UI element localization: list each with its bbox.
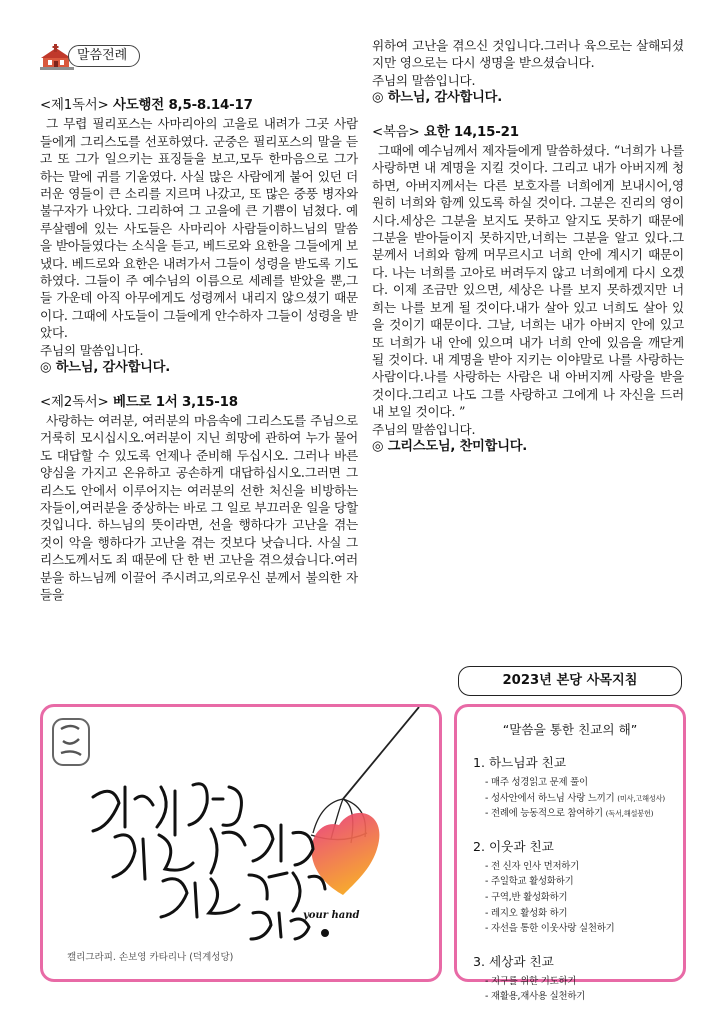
calligraphy-image-box xyxy=(40,704,442,982)
policy-theme: “말씀을 통한 친교의 해” xyxy=(502,722,638,737)
reading2-closing: 주님의 말씀입니다. xyxy=(372,72,476,88)
policy-item-text: - 전례에 능동적으로 참여하기 xyxy=(485,808,606,820)
reading1-response: ◎ 하느님, 감사합니다. xyxy=(40,360,171,376)
reading2-text: 사랑하는 여러분, 여러분의 마음속에 그리스도를 주님으로 거룩히 모시십시오.여러분이 지닌 희망에 관하여 누가 물어도 대답할 수 있도록 언제나 준비해 두십시오. 그러나 바른 양심을 가지고 온유하고 공손하게 대답하십시오.그러면 그리스도 안에서 이루어지는 여러분의 선한 처신을 비방하는 자들이,여러분을 중상하는 바로 그 일로 부끄러운 일을 당할 것입니다. 하느님의 뜻이라면, 선을 행하다가 고난을 겪는 것이 악을 행하다가 고난을 겪는 것보다 낫습니다. 사실 그리스도께서도 죄 때문에 단 한 번 고난을 겪으셨습니다.여러분을 하느님께 이끌어 주시려고,의로우신 분께서 불의한 자들을 xyxy=(40,412,358,602)
policy-item-text: - 매주 성경읽고 문제 풀이 xyxy=(485,777,588,788)
policy-item-text: - 성사안에서 하느님 사랑 느끼기 xyxy=(485,792,618,804)
reading2-text-continued: 위하여 고난을 겪으신 것입니다.그러나 육으로는 살해되셨지만 영으로는 다시 생명을 받으셨습니다. xyxy=(372,38,684,71)
reading1-label: <제1독서> xyxy=(40,98,109,113)
reading2-header xyxy=(40,394,358,411)
policy-section-title: 1. 하느님과 친교 xyxy=(473,755,567,770)
policy-item xyxy=(485,806,683,822)
policy-item-note: (독서,해설봉헌) xyxy=(605,809,654,819)
policy-item xyxy=(485,974,683,990)
heart-shape xyxy=(312,813,380,895)
policy-section-title: 2. 이웃과 친교 xyxy=(473,838,554,854)
section-title: 말씀전례 xyxy=(68,45,140,67)
left-column xyxy=(40,97,358,603)
policy-section-title: 3. 세상과 친교 xyxy=(473,953,554,969)
gospel-response: ◎ 그리스도님, 찬미합니다. xyxy=(372,438,528,454)
policy-box xyxy=(454,704,686,1003)
policy-section xyxy=(473,752,683,822)
policy-item xyxy=(485,890,683,906)
reading2-label: <제2독서> xyxy=(40,394,109,410)
policy-item-text: - 구역,반 활성화하기 xyxy=(485,891,568,903)
hanging-string xyxy=(343,707,419,799)
policy-item xyxy=(485,921,683,937)
policy-item-text: - 자선을 통한 이웃사랑 실천하기 xyxy=(485,923,615,935)
english-caption: your hand xyxy=(303,910,360,921)
policy-item-note: (미사,고해성사) xyxy=(617,793,665,803)
policy-section xyxy=(473,836,683,937)
reading1-text: 그 무렵 필리포스는 사마리아의 고을로 내려가 그곳 사람들에게 그리스도를 선포하였다. 군중은 필리포스의 말을 듣고 또 그가 일으키는 표징들을 보고,모두 한마음으로 그가 하는 말에 귀를 기울였다. 사실 많은 사람에게 붙어 있던 더러운 영들이 큰 소리를 지르며 나갔고, 또 많은 중풍 병자와 불구자가 나았다. 그리하여 그 고을에 큰 기쁨이 넘쳤다. 예루살렘에 있는 사도들은 사마리아 사람들이하느님의 말씀을 받아들였다는 소식을 듣고, 베드로와 요한을 그들에게 보냈다. 베드로와 요한은 내려가서 그들이 성령을 받도록 기도하였다. 그들이 주 예수님의 이름으로 세례를 받았을 뿐,그들 가운데 아직 아무에게도 성령께서 내리지 않으셨기 때문이다. 그때에 사도들이 그들에게 안수하자 그들이 성령을 받았다. xyxy=(40,116,358,341)
gospel-label: <복음> xyxy=(372,124,420,140)
gospel-header xyxy=(372,124,684,141)
policy-item xyxy=(485,906,683,922)
policy-sections xyxy=(457,752,683,1005)
calligraphy-credit: 캘리그라피. 손보영 카타리나 (덕계성당) xyxy=(67,952,234,963)
reading2-response: ◎ 하느님, 감사합니다. xyxy=(372,90,503,106)
policy-item-text: - 전 신자 인사 먼저하기 xyxy=(485,860,580,872)
policy-item-text: - 레지오 활성화 하기 xyxy=(485,907,568,919)
reading2-ref: 베드로 1서 3,15-18 xyxy=(108,394,238,410)
policy-item xyxy=(485,989,683,1005)
calligraphy-strokes xyxy=(93,784,328,939)
policy-section xyxy=(473,951,683,1005)
gospel-closing: 주님의 말씀입니다. xyxy=(372,421,476,437)
seal-stamp xyxy=(53,719,89,765)
policy-item-text: - 지구를 위한 기도하기 xyxy=(485,975,577,987)
reading1-ref: 사도행전 8,5-8.14-17 xyxy=(108,98,253,113)
gospel-ref: 요한 14,15-21 xyxy=(419,124,519,140)
policy-item xyxy=(485,859,683,875)
right-column xyxy=(372,37,684,455)
policy-item-text: - 주일학교 활성화하기 xyxy=(485,876,574,888)
policy-title: 2023년 본당 사목지침 xyxy=(458,666,682,696)
reading1-closing: 주님의 말씀입니다. xyxy=(40,342,144,358)
reading1-header xyxy=(40,97,358,114)
policy-item xyxy=(485,874,683,890)
policy-item-text: - 재활용,재사용 실천하기 xyxy=(485,991,586,1003)
gospel-text: 그때에 예수님께서 제자들에게 말씀하셨다. “너희가 나를 사랑하면 내 계명을 지킬 것이다. 그리고 내가 아버지께 청하면, 아버지께서는 다른 보호자를 너희에게 보내시어,영원히 너희와 함께 있도록 하실 것이다. 그분은 진리의 영이시다.세상은 그분을 보지도 못하고 알지도 못하기 때문에 그분을 받아들이지 못하지만,너희는 그분을 알고 있다.그분께서 너희와 함께 머무르시고 너희 안에 계시기 때문이다. 나는 너희를 고아로 버려두지 않고 너희에게 다시 오겠다. 이제 조금만 있으면, 세상은 나를 보지 못하겠지만 너희는 나를 보게 될 것이다.내가 살아 있고 너희도 살아 있을 것이기 때문이다. 그날, 너희는 내가 아버지 안에 있고 또 너희가 내 안에 있으며 내가 너희 안에 있음을 깨닫게 될 것이다. 내 계명을 받아 지키는 이야말로 나를 사랑하는 사람이다.나를 사랑하는 사람은 내 아버지께 사랑을 받을 것이다.그리고 나도 그를 사랑하고 그에게 나 자신을 드러내 보일 것이다. ” xyxy=(372,143,684,420)
calligraphy-artwork xyxy=(43,707,439,979)
policy-item xyxy=(485,775,683,791)
policy-item xyxy=(485,791,683,807)
